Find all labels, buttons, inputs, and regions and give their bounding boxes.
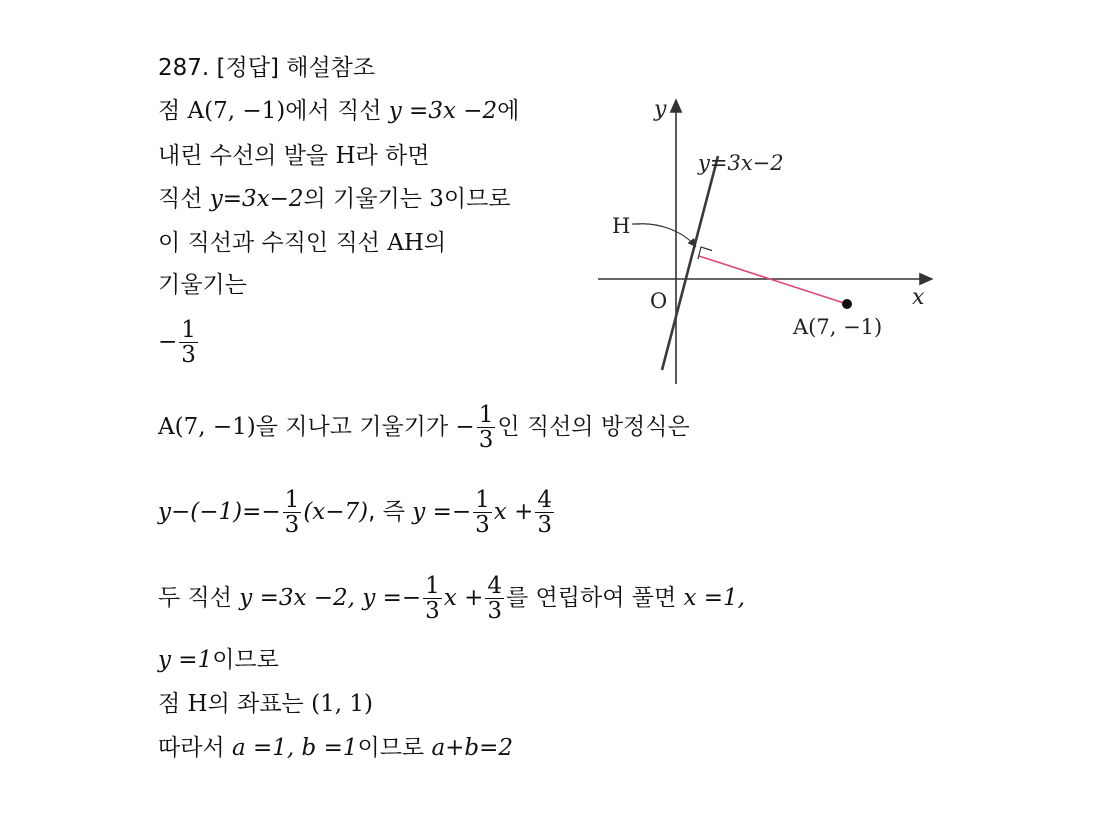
text: 를 연립하여 풀면 (506, 585, 677, 612)
equation: x + (443, 585, 484, 612)
fraction (283, 488, 302, 537)
text: 내린 수선의 발을 (158, 143, 329, 169)
equation: b =1 (301, 735, 358, 761)
denominator: 3 (478, 427, 494, 454)
coordinates: (1, 1) (311, 691, 373, 717)
equation: y =1 (158, 647, 213, 673)
line-4 (158, 228, 446, 258)
text: 직선 (158, 186, 203, 212)
line-11 (158, 689, 373, 719)
text: 이므로 (212, 647, 279, 673)
line-8 (158, 488, 556, 537)
line-7 (158, 403, 690, 452)
text: 인 직선의 방정식은 (497, 414, 690, 441)
text: 의 (423, 230, 447, 256)
text: 즉 (382, 499, 405, 526)
foot-h-label: H (612, 214, 631, 238)
minus-sign: − (455, 414, 475, 441)
point-h: H (335, 143, 356, 169)
numerator: 4 (537, 487, 552, 513)
equation: y =− (362, 585, 422, 612)
denominator: 3 (475, 512, 490, 539)
text: 점 (158, 98, 181, 124)
text: 기울기는 (158, 272, 247, 298)
text: 에 (497, 98, 520, 124)
line-3 (158, 184, 511, 214)
answer-tag: [정답] (216, 55, 279, 81)
answer-header (158, 53, 375, 83)
line-12 (158, 733, 513, 763)
line-5 (158, 270, 247, 300)
text: 에서 직선 (285, 98, 382, 124)
line-2 (158, 141, 430, 171)
equation: x + (493, 499, 534, 526)
equation: a =1, (231, 735, 295, 761)
equation: y =3x −2, (239, 585, 355, 612)
numerator: 1 (478, 402, 494, 428)
fraction (423, 574, 442, 623)
numerator: 4 (487, 573, 503, 599)
equation: y=3x−2 (209, 186, 304, 212)
minus-sign: − (158, 329, 178, 356)
text: 이 직선과 수직인 직선 (158, 230, 380, 256)
line-9 (158, 574, 745, 623)
segment-ah: AH (387, 230, 424, 256)
text: 두 직선 (158, 585, 232, 612)
y-axis-label: y (654, 97, 667, 122)
fraction (473, 488, 492, 537)
text: 점 (158, 691, 181, 717)
graph-background (590, 92, 940, 392)
equation: y =3x −2 (388, 98, 498, 124)
text: 이므로 (357, 735, 425, 761)
text: 의 좌표는 (207, 691, 304, 717)
fraction (485, 574, 504, 623)
numerator: 1 (425, 573, 440, 599)
origin-label: O (650, 289, 668, 313)
denominator: 3 (284, 512, 300, 539)
numerator: 1 (475, 487, 490, 513)
point-a: A(7, −1) (158, 414, 256, 441)
problem-number: 287. (158, 55, 210, 81)
point-h: H (187, 691, 208, 717)
coordinate-graph (590, 92, 940, 392)
equation: (x−7) (303, 499, 369, 526)
line-10 (158, 645, 279, 675)
denominator: 3 (425, 598, 440, 625)
denominator: 3 (537, 512, 552, 539)
line-6 (158, 318, 200, 367)
text: 이므로 (443, 186, 511, 212)
text: 따라서 (158, 735, 225, 761)
text: 을 지나고 기울기가 (255, 414, 449, 441)
point-a-dot (842, 299, 852, 309)
answer-text: 해설참조 (286, 55, 376, 81)
solution: x =1, (683, 585, 745, 612)
numerator: 1 (181, 317, 196, 343)
denominator: 3 (487, 598, 503, 625)
denominator: 3 (181, 342, 196, 369)
equation: a+b=2 (431, 735, 514, 761)
line-1 (158, 96, 519, 126)
equation: y =− (412, 499, 472, 526)
line-equation-label: y=3x−2 (698, 151, 784, 175)
numerator: 1 (284, 487, 300, 513)
point-a: A(7, −1) (187, 98, 286, 124)
fraction (179, 318, 198, 367)
fraction (535, 488, 554, 537)
text: 의 기울기는 (303, 186, 422, 212)
text: , (368, 499, 376, 526)
x-axis-label: x (912, 285, 925, 310)
equation: y−(−1)=− (158, 499, 281, 526)
point-a-label: A(7, −1) (793, 315, 883, 339)
fraction (477, 403, 496, 452)
slope-value: 3 (429, 186, 444, 212)
text: 라 하면 (355, 143, 430, 169)
